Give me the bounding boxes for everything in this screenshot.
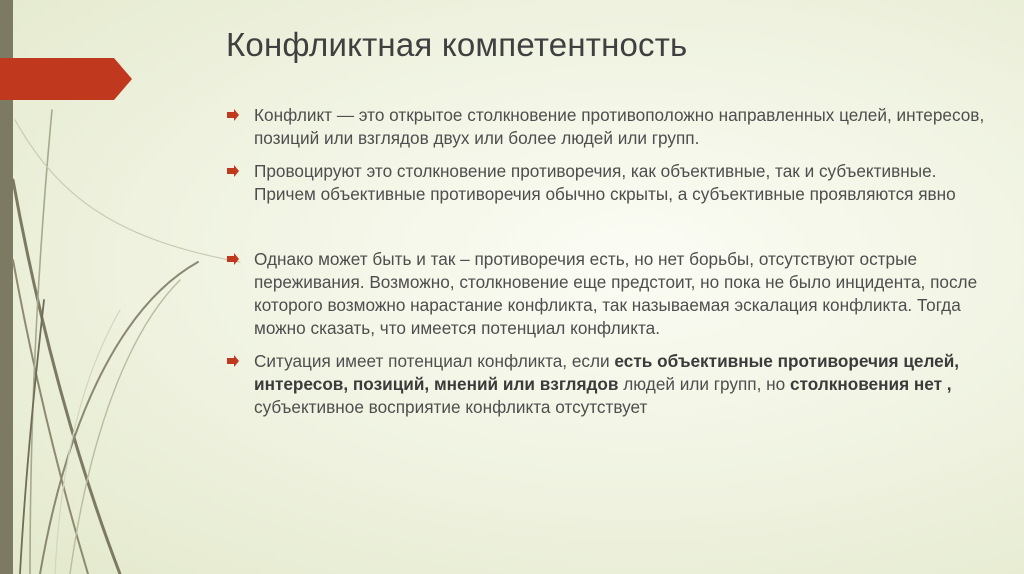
bullet-text: людей или групп, но xyxy=(618,374,790,394)
bullet-text: Ситуация имеет потенциал конфликта, если xyxy=(254,351,615,371)
bullet-item xyxy=(226,160,986,206)
title-accent-banner xyxy=(0,58,132,100)
arrow-bullet-icon xyxy=(226,252,240,266)
slide-title: Конфликтная компетентность xyxy=(226,26,688,63)
arrow-bullet-icon xyxy=(226,108,240,122)
bullet-text: Провоцируют это столкновение противоречия, как объективные, так и субъективные. Причем объективные противоречия обычно скрыты, а субъективные проявляются явно xyxy=(254,161,956,204)
arrow-bullet-icon xyxy=(226,164,240,178)
bullet-text: Однако может быть и так – противоречия есть, но нет борьбы, отсутствуют острые переживания. Возможно, столкновение еще предстоит, но пока не было инцидента, после которого возможно нарастание конфликта, так называемая эскалация конфликта. Тогда можно сказать, что имеется потенциал конфликта. xyxy=(254,249,978,338)
bullet-item xyxy=(226,248,986,340)
bullet-item xyxy=(226,350,986,419)
bullet-list xyxy=(226,104,986,419)
bullet-text-bold: столкновения нет , xyxy=(790,374,952,394)
bullet-text: Конфликт — это открытое столкновение противоположно направленных целей, интересов, позиций или взглядов двух или более людей или групп. xyxy=(254,105,985,148)
bullet-text-bold: есть объективные противоречия целей, интересов, позиций, мнений или взглядов xyxy=(254,351,960,394)
bullet-item xyxy=(226,104,986,150)
arrow-bullet-icon xyxy=(226,354,240,368)
bullet-text: субъективное восприятие конфликта отсутствует xyxy=(254,397,648,417)
